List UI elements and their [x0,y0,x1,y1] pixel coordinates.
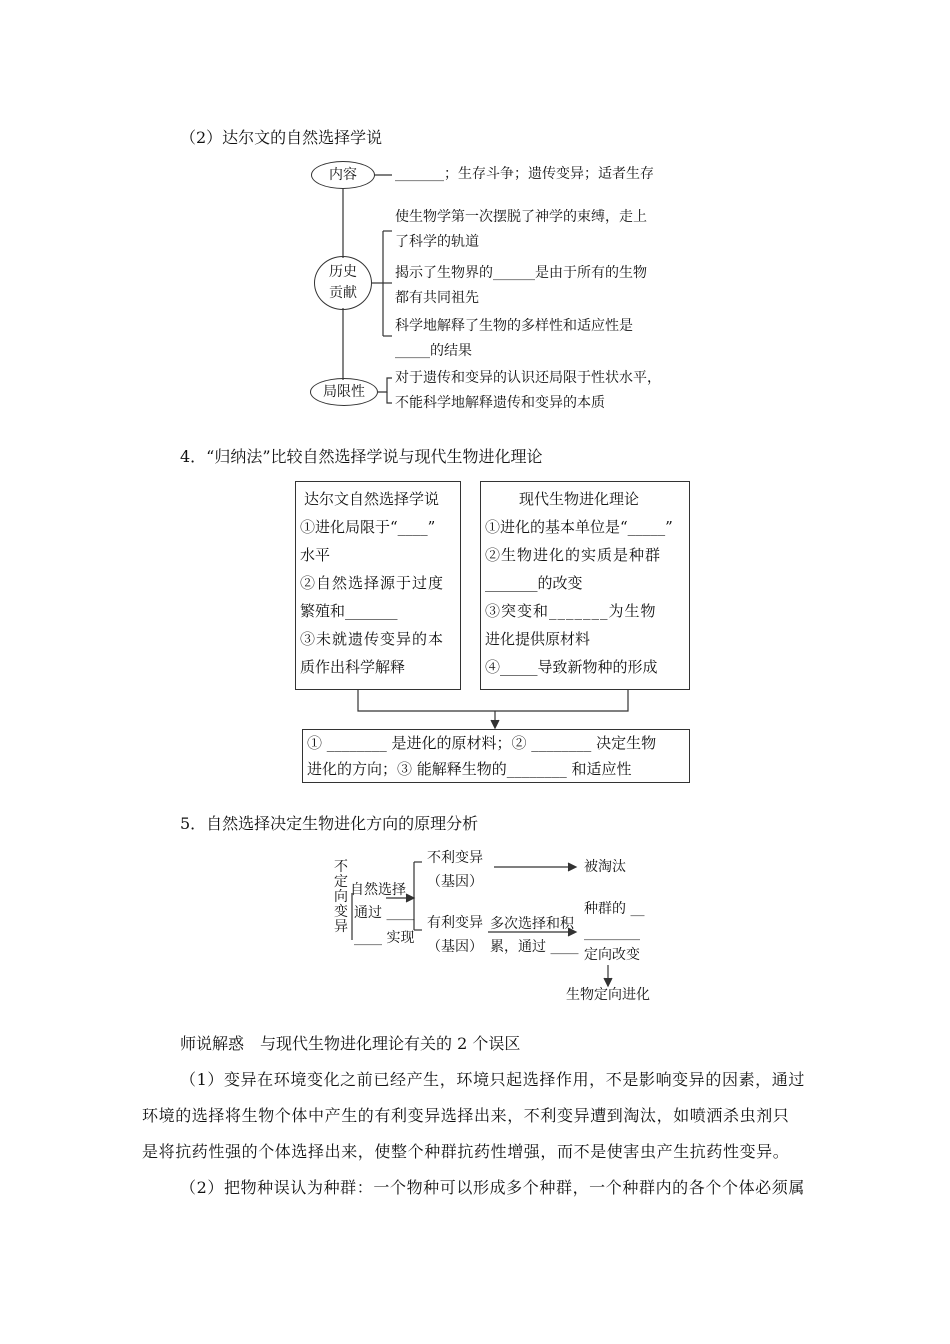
history-node [314,256,372,310]
modern-box-title: 现代生物进化理论 [519,490,640,508]
history-item-1-line-1: 使生物学第一次摆脱了神学的束缚，走上 [395,209,647,225]
population-line-1: 种群的 __ [584,901,645,917]
explain-heading: 师说解惑 与现代生物进化理论有关的 2 个误区 [180,1034,521,1053]
content-node-label: 内容 [329,166,357,183]
explain-p2-line-1: （2）把物种误认为种群：一个物种可以形成多个种群，一个种群内的各个个体必须属 [180,1178,805,1197]
limitation-line-2: 不能科学地解释遗传和变异的本质 [395,395,605,411]
natural-selection-label: 自然选择 [350,882,406,898]
history-item-2-line-1: 揭示了生物界的______是由于所有的生物 [395,265,647,281]
darwin-box-line-5: ③未就遗传变异的本 [300,630,445,648]
eliminated-label: 被淘汰 [584,859,626,875]
favorable-label: 有利变异 [427,915,483,931]
darwin-box [295,481,461,690]
modern-box-line-1: ①进化的基本单位是“_____” [485,518,673,536]
content-node [311,161,375,189]
explain-p1-line-1: （1）变异在环境变化之前已经产生，环境只起选择作用，不是影响变异的因素，通过 [180,1070,805,1089]
directed-evolution-label: 生物定向进化 [566,987,650,1003]
darwin-box-line-2: 水平 [300,546,331,564]
unfavorable-label: 不利变异 [427,850,483,866]
modern-box [480,481,690,690]
multi-select-line-2: 累，通过 ____ [490,939,579,955]
population-line-2: ________ [584,925,640,941]
undirected-char-1: 不 [334,859,348,875]
darwin-box-title: 达尔文自然选择学说 [304,490,440,508]
section5-heading: 5．自然选择决定生物进化方向的原理分析 [180,814,479,833]
darwin-box-line-4: 繁殖和_______ [300,602,398,620]
realize-label: ____ 实现 [354,930,415,946]
explain-p1-line-3: 是将抗药性强的个体选择出来，使整个种群抗药性增强，而不是使害虫产生抗药性变异。 [142,1142,790,1161]
modern-box-line-3: _______的改变 [485,574,583,592]
history-item-2-line-2: 都有共同祖先 [395,290,479,306]
undirected-char-3: 向 [334,889,348,905]
modern-box-line-2: ②生物进化的实质是种群 [485,546,662,564]
unfavorable-gene-label: （基因） [427,874,483,890]
history-item-3-line-1: 科学地解释了生物的多样性和适应性是 [395,318,633,334]
section4-heading: 4．“归纳法”比较自然选择学说与现代生物进化理论 [180,447,543,466]
multi-select-line-1: 多次选择和积 [490,916,574,932]
history-item-3-line-2: _____的结果 [395,343,472,359]
modern-box-line-4: ③突变和_______为生物 [485,602,657,620]
history-item-1-line-2: 了科学的轨道 [395,234,479,250]
modern-box-line-5: 进化提供原材料 [485,630,591,648]
modern-box-line-6: ④_____导致新物种的形成 [485,658,658,676]
summary-line-1: ① ________ 是进化的原材料；② ________ 决定生物 [307,734,657,752]
undirected-char-4: 变 [334,904,348,920]
history-node-label-2: 贡献 [329,285,357,301]
summary-line-2: 进化的方向；③ 能解释生物的________ 和适应性 [307,760,632,778]
favorable-gene-label: （基因） [427,939,483,955]
history-node-label-1: 历史 [329,264,357,280]
summary-box [302,729,690,783]
undirected-char-5: 异 [334,919,348,935]
section2-heading: （2）达尔文的自然选择学说 [180,128,383,147]
via-label: 通过 ____ [354,905,415,921]
darwin-box-line-1: ①进化局限于“____” [300,518,436,536]
darwin-box-line-6: 质作出科学解释 [300,658,406,676]
undirected-char-2: 定 [334,874,348,890]
directed-change-label: 定向改变 [584,947,640,963]
darwin-box-line-3: ②自然选择源于过度 [300,574,445,592]
explain-p1-line-2: 环境的选择将生物个体中产生的有利变异选择出来，不利变异遭到淘汰，如喷洒杀虫剂只 [142,1106,790,1125]
limitation-node [310,378,378,406]
limitation-node-label: 局限性 [323,383,365,400]
limitation-line-1: 对于遗传和变异的认识还局限于性状水平， [395,370,661,386]
content-text: _______；生存斗争；遗传变异；适者生存 [395,166,654,182]
